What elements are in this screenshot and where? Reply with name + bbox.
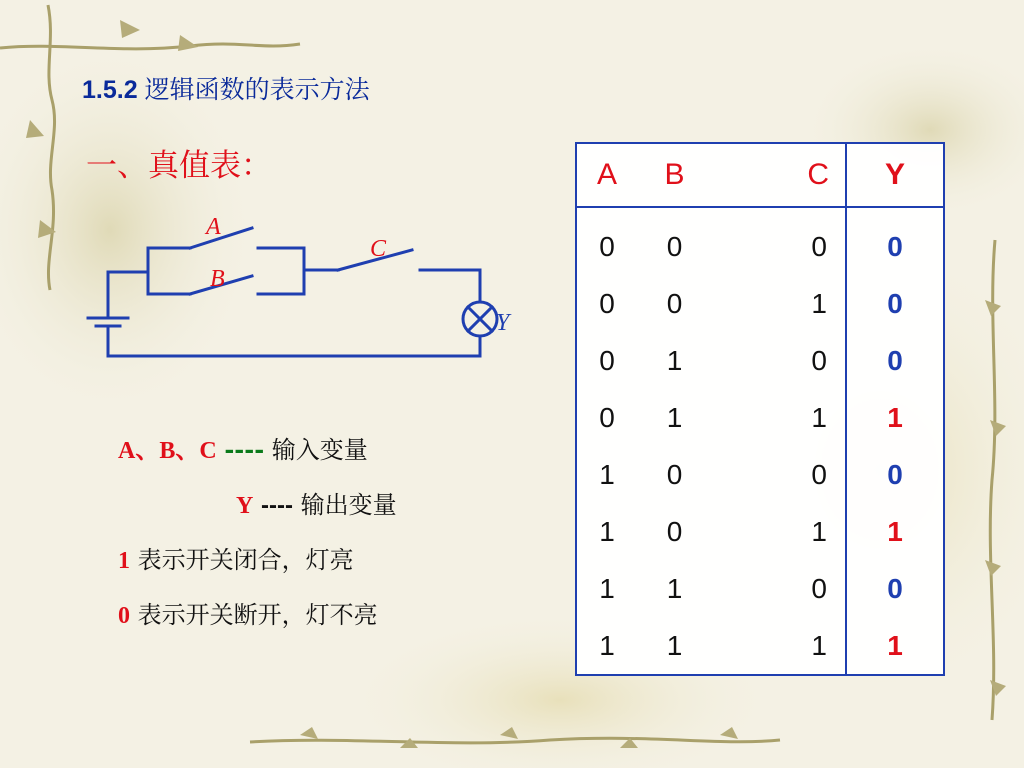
cell-c: 1	[811, 287, 827, 319]
table-row	[576, 207, 944, 275]
cell-y: 1	[846, 389, 944, 446]
page-title	[82, 70, 370, 106]
table-row	[576, 446, 944, 503]
section-subtitle: 一、真值表：	[86, 148, 272, 184]
value-one-meaning: 表示开关闭合，灯亮	[137, 546, 354, 574]
wire-left	[108, 272, 148, 318]
table-header-row	[576, 143, 944, 207]
legend-row-one	[118, 540, 397, 595]
cell-y: 0	[846, 275, 944, 332]
header-c: C	[712, 143, 846, 207]
cell-a: 1	[599, 458, 615, 490]
table-row	[576, 275, 944, 332]
cell-c: 1	[811, 629, 827, 661]
legend-row-inputs	[118, 430, 397, 485]
header-b: B	[637, 143, 712, 207]
cell-a: 1	[599, 572, 615, 604]
wire-right	[420, 270, 480, 302]
branch-a-wire	[148, 248, 190, 272]
input-vars: A、B、C	[118, 438, 217, 464]
table-row	[576, 332, 944, 389]
branch-merge-wire	[258, 248, 304, 294]
cell-c: 0	[811, 344, 827, 376]
cell-a: 0	[599, 401, 615, 433]
table-row	[576, 389, 944, 446]
cell-b: 1	[666, 344, 683, 376]
cell-b: 1	[666, 401, 683, 433]
title-text: 逻辑函数的表示方法	[144, 75, 370, 104]
value-one: 1	[118, 548, 130, 574]
cell-y: 0	[846, 332, 944, 389]
output-label: 输出变量	[300, 491, 397, 519]
circuit-diagram	[80, 200, 540, 380]
cell-c: 0	[811, 230, 827, 262]
label-y: Y	[496, 310, 510, 336]
header-y: Y	[846, 143, 944, 207]
cell-a: 1	[599, 629, 615, 661]
dash-separator: ----	[224, 435, 265, 464]
cell-c: 0	[811, 572, 827, 604]
cell-c: 1	[811, 401, 827, 433]
cell-y: 0	[846, 560, 944, 617]
cell-y: 0	[846, 446, 944, 503]
label-a: A	[206, 214, 221, 240]
value-zero-meaning: 表示开关断开，灯不亮	[137, 601, 378, 629]
header-a: A	[576, 143, 637, 207]
cell-c: 1	[811, 515, 827, 547]
value-zero: 0	[118, 603, 130, 629]
cell-y: 1	[846, 503, 944, 560]
cell-b: 0	[666, 458, 683, 490]
cell-a: 0	[599, 230, 615, 262]
branch-b-wire	[148, 272, 190, 294]
cell-y: 1	[846, 617, 944, 675]
variable-legend	[118, 430, 397, 650]
cell-b: 1	[666, 629, 683, 661]
dash-separator: ----	[260, 492, 293, 519]
legend-row-zero	[118, 595, 397, 650]
truth-table	[575, 142, 945, 676]
label-c: C	[370, 236, 387, 262]
title-number: 1.5.2	[82, 76, 138, 104]
table-row	[576, 560, 944, 617]
cell-b: 1	[666, 572, 683, 604]
cell-b: 0	[666, 287, 683, 319]
switch-a	[190, 228, 252, 248]
cell-a: 0	[599, 344, 615, 376]
cell-c: 0	[811, 458, 827, 490]
output-var: Y	[236, 493, 254, 519]
cell-y: 0	[846, 207, 944, 275]
label-b: B	[210, 266, 225, 292]
cell-b: 0	[666, 230, 683, 262]
input-label: 输入变量	[271, 436, 368, 464]
table-row	[576, 617, 944, 675]
wire-bottom	[108, 326, 480, 356]
legend-row-output	[118, 485, 397, 540]
cell-a: 1	[599, 515, 615, 547]
table-row	[576, 503, 944, 560]
cell-b: 0	[666, 515, 683, 547]
cell-a: 0	[599, 287, 615, 319]
